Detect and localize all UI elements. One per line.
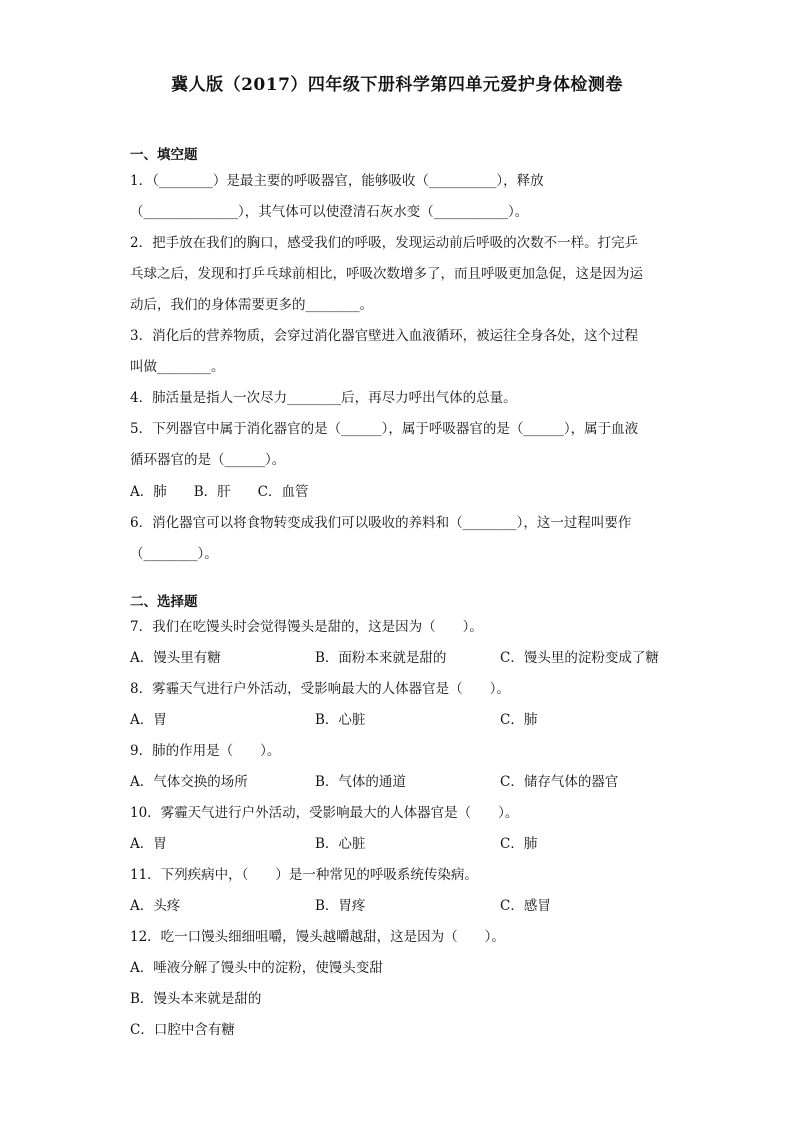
option-b: B．面粉本来就是甜的: [315, 650, 447, 666]
option-c: C．口腔中含有糖: [130, 1022, 235, 1038]
question-line: 2．把手放在我们的胸口，感受我们的呼吸，发现运动前后呼吸的次数不一样。打完乒: [130, 235, 639, 251]
option-a: A．胃: [130, 836, 167, 852]
question-line: 1．（________）是最主要的呼吸器官，能够吸收（__________），释放: [130, 173, 544, 189]
option-c: C．肺: [500, 712, 538, 728]
option-b: B．心脏: [315, 836, 366, 852]
question-line: 4．肺活量是指人一次尽力________后，再尽力呼出气体的总量。: [130, 390, 517, 406]
option-b: B．心脏: [315, 712, 366, 728]
question-line: 3．消化后的营养物质，会穿过消化器官壁进入血液循环，被运往全身各处，这个过程: [130, 328, 639, 344]
option-c: C．感冒: [500, 898, 551, 914]
question-options: A．肺 B．肝 C．血管: [130, 484, 309, 500]
option-a: A．气体交换的场所: [130, 774, 248, 790]
question-stem: 11．下列疾病中，（ ）是一种常见的呼吸系统传染病。: [130, 867, 478, 883]
section-heading-fill-blank: 一、填空题: [130, 147, 198, 163]
option-a: A．唾液分解了馒头中的淀粉，使馒头变甜: [130, 960, 383, 976]
section-heading-choice: 二、选择题: [130, 594, 198, 610]
option-a: A．馒头里有糖: [130, 650, 221, 666]
page-title: 冀人版（2017）四年级下册科学第四单元爱护身体检测卷: [171, 75, 623, 95]
question-stem: 7．我们在吃馒头时会觉得馒头是甜的，这是因为（ ）。: [130, 619, 483, 635]
option-b: B．气体的通道: [315, 774, 406, 790]
question-line: 循环器官的是（______）。: [130, 452, 286, 468]
option-c: C．肺: [500, 836, 538, 852]
question-line: （________）。: [130, 546, 218, 562]
question-line: 乓球之后，发现和打乒乓球前相比，呼吸次数增多了，而且呼吸更加急促，这是因为运: [130, 266, 643, 282]
question-stem: 9．肺的作用是（ ）。: [130, 743, 281, 759]
question-line: （______________），其气体可以使澄清石灰水变（___________）。: [130, 204, 529, 220]
question-line: 叫做________。: [130, 359, 225, 375]
option-b: B．胃疼: [315, 898, 366, 914]
question-line: 5．下列器官中属于消化器官的是（______），属于呼吸器官的是（______），属于血液: [130, 421, 639, 437]
question-stem: 8．雾霾天气进行户外活动，受影响最大的人体器官是（ ）。: [130, 681, 510, 697]
option-c: C．馒头里的淀粉变成了糖: [500, 650, 659, 666]
question-stem: 10．雾霾天气进行户外活动，受影响最大的人体器官是（ ）。: [130, 805, 519, 821]
question-stem: 12．吃一口馒头细细咀嚼，馒头越嚼越甜，这是因为（ ）。: [130, 929, 505, 945]
question-line: 6．消化器官可以将食物转变成我们可以吸收的养料和（________），这一过程叫要作: [130, 515, 632, 531]
option-a: A．头疼: [130, 898, 181, 914]
option-b: B．馒头本来就是甜的: [130, 991, 262, 1007]
question-line: 动后，我们的身体需要更多的________。: [130, 297, 373, 313]
option-c: C．储存气体的器官: [500, 774, 619, 790]
option-a: A．胃: [130, 712, 167, 728]
